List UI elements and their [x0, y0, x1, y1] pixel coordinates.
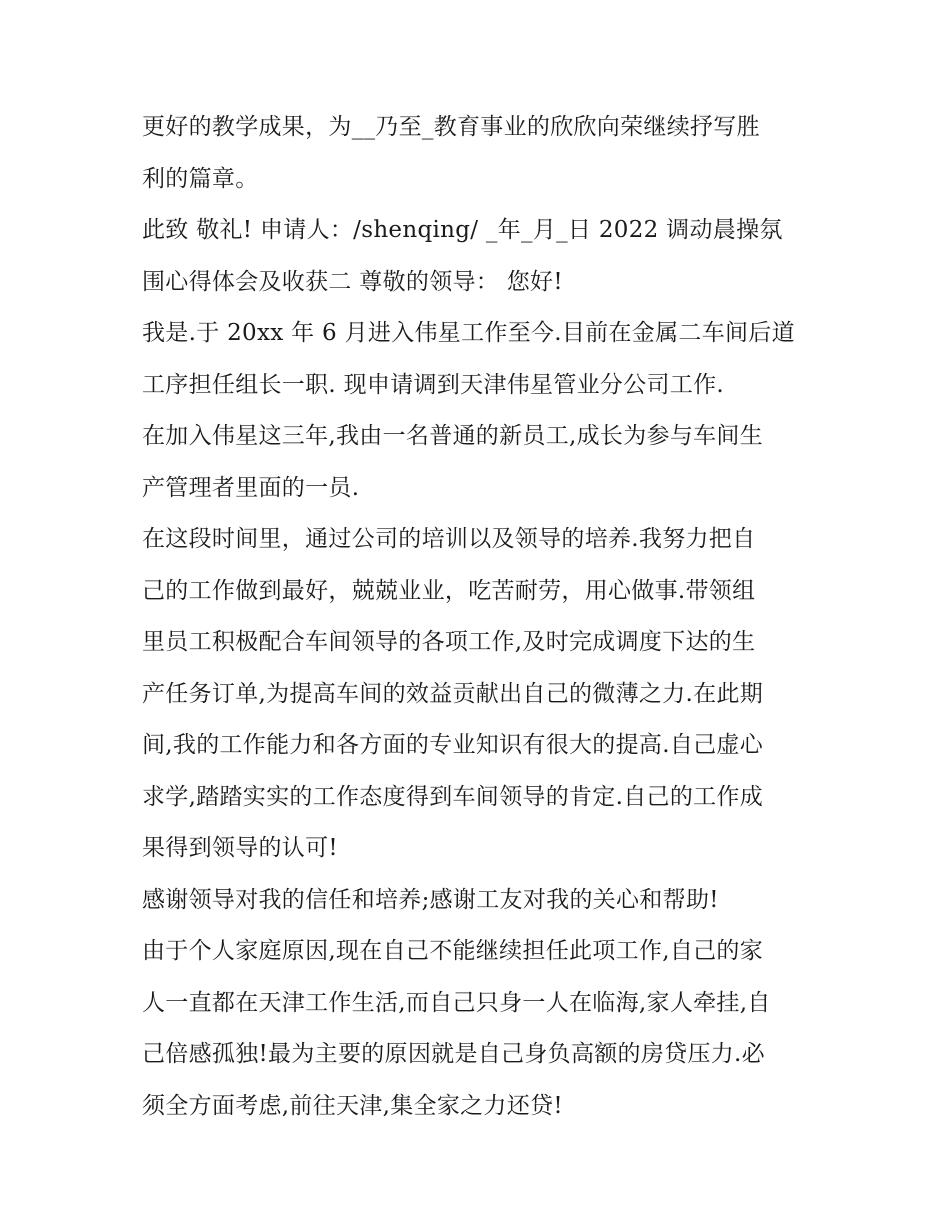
text-line: 我是.于 20xx 年 6 月进入伟星工作至今.目前在金属二车间后道 — [142, 320, 795, 346]
text-line: 更好的教学成果，为__乃至_教育事业的欣欣向荣继续抒写胜 — [142, 114, 760, 140]
text-line: 里员工积极配合车间领导的各项工作,及时完成调度下达的生 — [142, 629, 756, 655]
text-line: 人一直都在天津工作生活,而自己只身一人在临海,家人牵挂,自 — [142, 989, 771, 1016]
text-line: 己的工作做到最好，兢兢业业，吃苦耐劳，用心做事.带领组 — [142, 577, 756, 604]
text-line: 须全方面考虑,前往天津,集全家之力还贷! — [142, 1092, 563, 1119]
text-line: 求学,踏踏实实的工作态度得到车间领导的肯定.自己的工作成 — [142, 783, 764, 810]
text-line: 间,我的工作能力和各方面的专业知识有很大的提高.自己虚心 — [142, 732, 764, 758]
text-line: 产任务订单,为提高车间的效益贡献出自己的微薄之力.在此期 — [142, 680, 764, 707]
document-body — [142, 102, 817, 1132]
text-line: 工序担任组长一职. 现申请调到天津伟星管业分公司工作. — [142, 371, 725, 398]
text-line: 己倍感孤独!最为主要的原因就是自己身负高额的房贷压力.必 — [142, 1041, 765, 1067]
text-line: 感谢领导对我的信任和培养;感谢工友对我的关心和帮助! — [142, 886, 719, 913]
text-line: 在加入伟星这三年,我由一名普通的新员工,成长为参与车间生 — [142, 423, 764, 449]
text-line: 产管理者里面的一员. — [142, 474, 360, 501]
text-line: 在这段时间里，通过公司的培训以及领导的培养.我努力把自 — [142, 526, 756, 552]
text-line: 围心得体会及收获二 尊敬的领导： 您好! — [142, 268, 563, 295]
text-line: 利的篇章。 — [142, 165, 259, 192]
text-line: 此致 敬礼! 申请人：/shenqing/ _年_月_日 2022 调动晨操氛 — [142, 217, 783, 243]
text-line: 果得到领导的认可! — [142, 835, 338, 861]
text-line: 由于个人家庭原因,现在自己不能继续担任此项工作,自己的家 — [142, 938, 764, 964]
